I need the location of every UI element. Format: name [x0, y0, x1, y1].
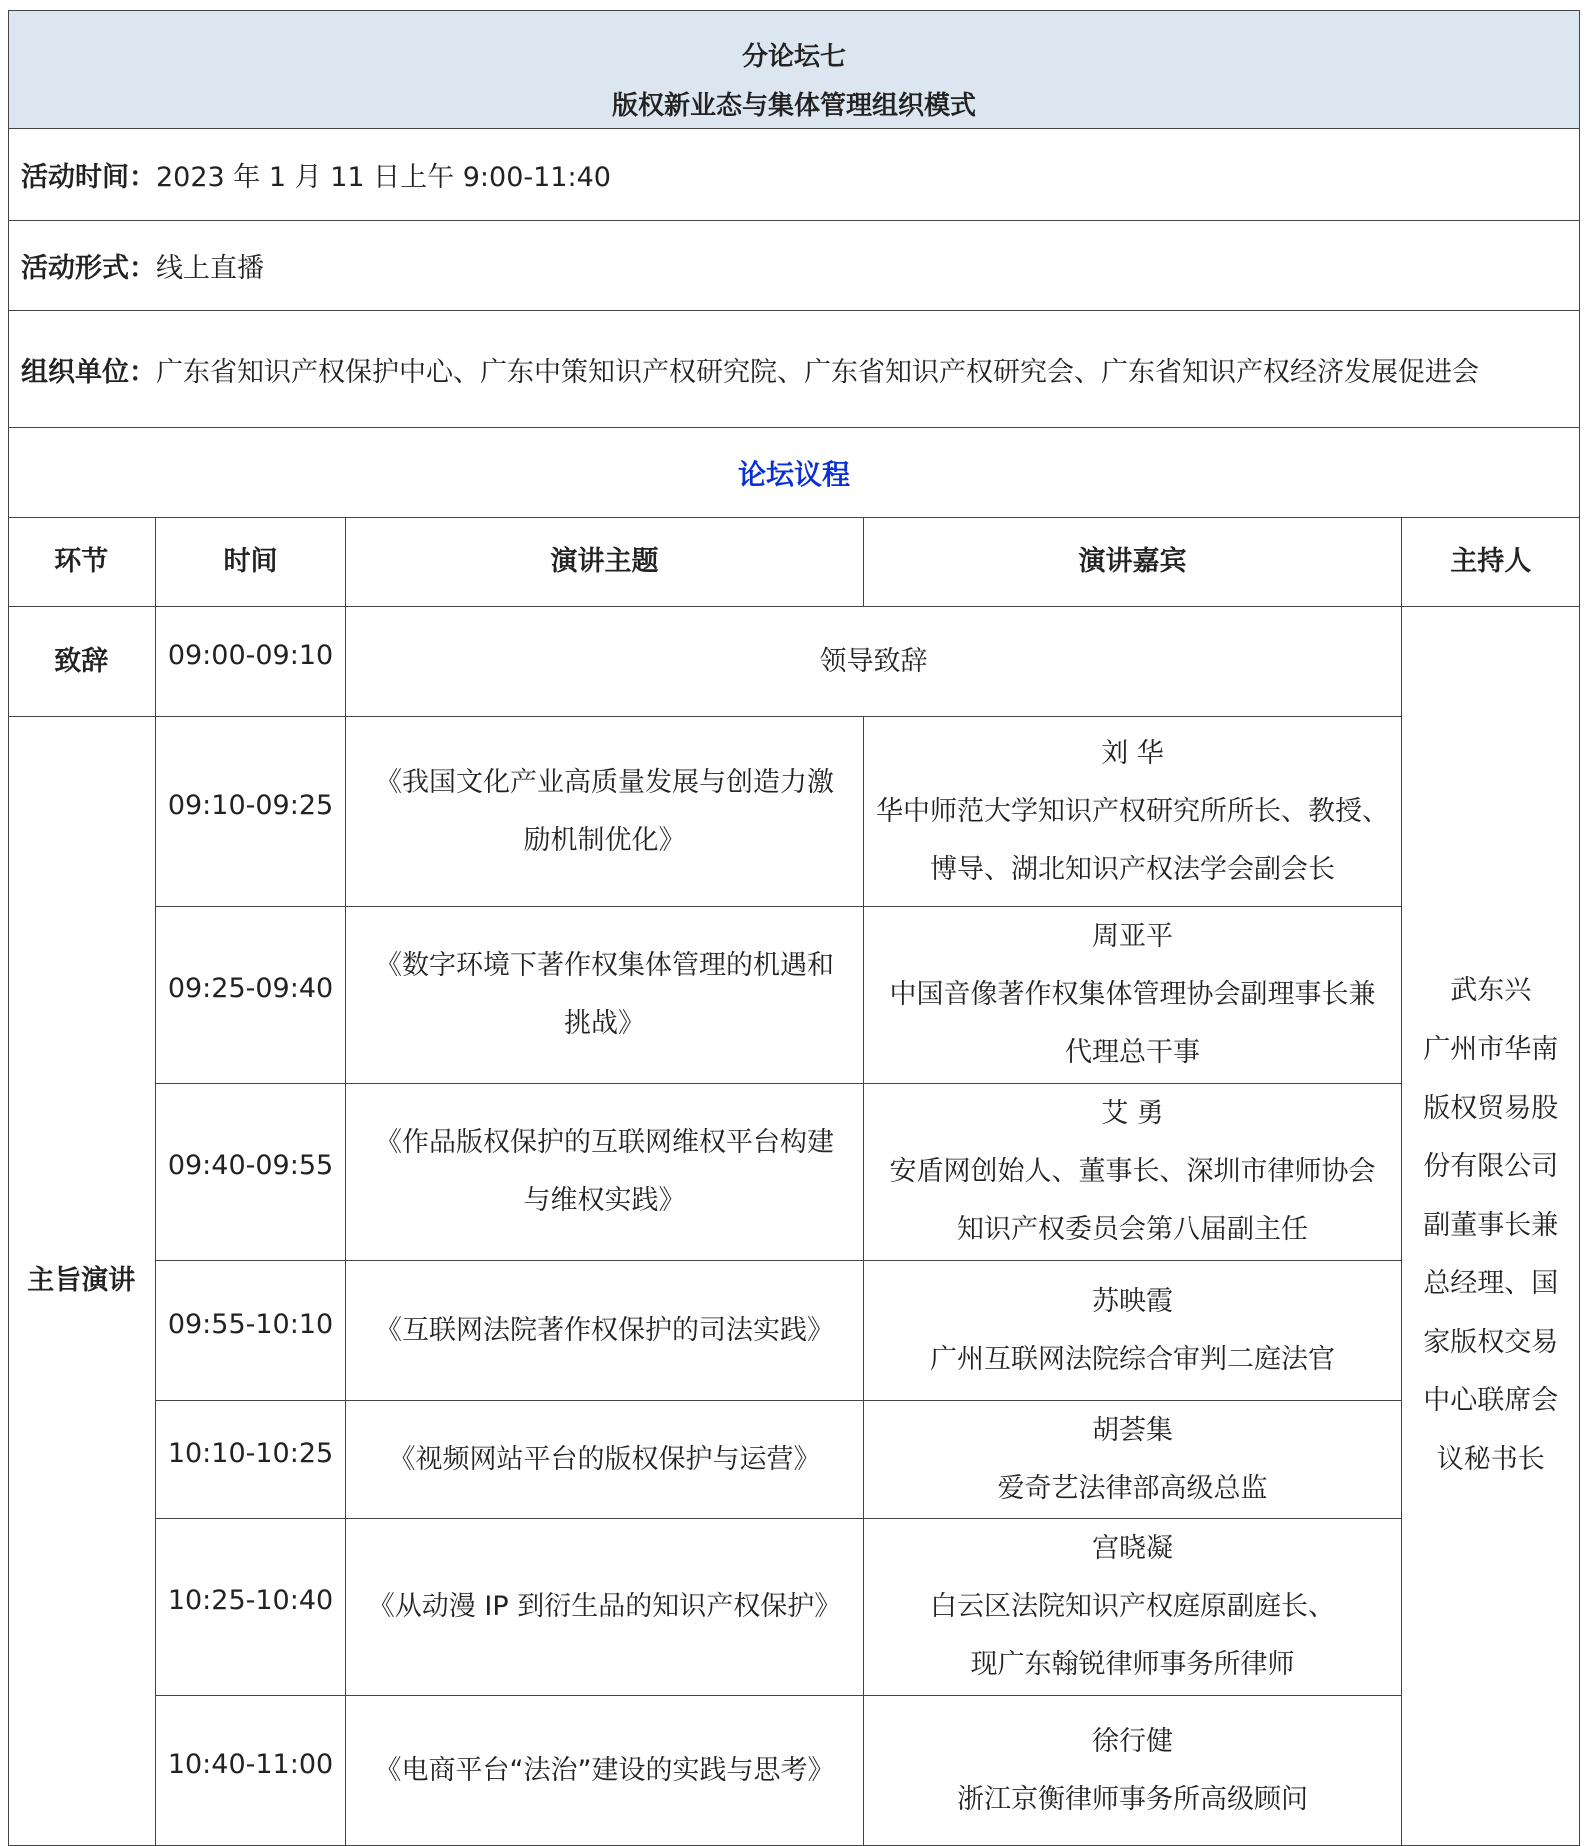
time-cell: 09:00-09:10 — [156, 607, 346, 717]
speaker-name: 周亚平 — [1092, 921, 1173, 952]
host-line: 武东兴 — [1450, 975, 1532, 1007]
topic-line: 《互联网法院著作权保护的司法实践》 — [375, 1314, 834, 1346]
time-cell: 10:25-10:40 — [156, 1519, 346, 1696]
event-time-row — [9, 129, 1579, 221]
host-line: 版权贸易股 — [1423, 1092, 1559, 1124]
host-line: 家版权交易 — [1423, 1326, 1559, 1358]
topic-cell — [346, 1261, 864, 1401]
host-line: 广州市华南 — [1423, 1033, 1559, 1065]
speaker-name: 徐行健 — [1092, 1725, 1173, 1757]
speaker-name: 艾 勇 — [1101, 1098, 1164, 1129]
speaker-cell — [864, 1519, 1402, 1696]
speaker-cell — [864, 1261, 1402, 1401]
host-cell — [1402, 607, 1580, 1846]
forum-number: 分论坛七 — [741, 42, 846, 72]
topic-cell — [346, 717, 864, 907]
speaker-cell — [864, 1401, 1402, 1519]
speaker-name: 刘 华 — [1101, 737, 1164, 769]
section-opening: 致辞 — [8, 607, 156, 717]
speaker-name: 胡荟集 — [1092, 1414, 1173, 1446]
time-cell: 09:55-10:10 — [156, 1261, 346, 1401]
host-line: 中心联席会 — [1423, 1385, 1559, 1417]
forum-document — [8, 10, 1580, 1846]
time-cell: 09:40-09:55 — [156, 1084, 346, 1261]
forum-title: 版权新业态与集体管理组织模式 — [611, 91, 976, 121]
event-format-row — [9, 221, 1579, 311]
event-format-label: 活动形式： — [21, 253, 156, 284]
col-header-topic: 演讲主题 — [346, 518, 864, 607]
speaker-title: 代理总干事 — [1065, 1037, 1200, 1068]
topic-line: 《作品版权保护的互联网维权平台构建 — [375, 1127, 834, 1158]
host-line: 总经理、国 — [1423, 1268, 1559, 1300]
topic-line: 《电商平台“法治”建设的实践与思考》 — [374, 1754, 835, 1786]
time-cell: 10:10-10:25 — [156, 1401, 346, 1519]
speaker-cell — [864, 717, 1402, 907]
organizer-label: 组织单位： — [21, 356, 156, 388]
table-row — [8, 1519, 1580, 1696]
speaker-title: 浙江京衡律师事务所高级顾问 — [957, 1783, 1308, 1815]
table-row — [8, 1696, 1580, 1846]
topic-cell — [346, 1401, 864, 1519]
speaker-title: 现广东翰锐律师事务所律师 — [970, 1649, 1295, 1680]
topic-cell — [346, 907, 864, 1084]
event-format-value: 线上直播 — [156, 253, 264, 284]
speaker-title: 中国音像著作权集体管理协会副理事长兼 — [889, 979, 1376, 1010]
host-line: 议秘书长 — [1436, 1444, 1545, 1476]
host-line: 副董事长兼 — [1423, 1209, 1559, 1241]
topic-line: 与维权实践》 — [523, 1185, 686, 1216]
speaker-title: 安盾网创始人、董事长、深圳市律师协会 — [889, 1156, 1376, 1187]
table-row — [8, 1401, 1580, 1519]
speaker-title: 白云区法院知识产权庭原副庭长、 — [930, 1591, 1335, 1622]
topic-cell — [346, 1084, 864, 1261]
organizer-value: 广东省知识产权保护中心、广东中策知识产权研究院、广东省知识产权研究会、广东省知识产权经济发展促进会 — [156, 356, 1479, 388]
col-header-section: 环节 — [8, 518, 156, 607]
table-row — [8, 1261, 1580, 1401]
topic-line: 《我国文化产业高质量发展与创造力激 — [375, 766, 834, 798]
table-row — [8, 717, 1580, 907]
event-time-label: 活动时间： — [21, 162, 156, 193]
time-cell: 09:10-09:25 — [156, 717, 346, 907]
col-header-time: 时间 — [156, 518, 346, 607]
forum-header — [9, 11, 1579, 129]
speaker-cell — [864, 1084, 1402, 1261]
organizer-row — [9, 311, 1579, 428]
agenda-table — [8, 518, 1580, 1846]
speaker-title: 广州互联网法院综合审判二庭法官 — [930, 1343, 1335, 1375]
speaker-title: 爱奇艺法律部高级总监 — [997, 1472, 1268, 1504]
topic-line: 《从动漫 IP 到衍生品的知识产权保护》 — [367, 1591, 842, 1622]
table-row — [8, 1084, 1580, 1261]
speaker-title: 知识产权委员会第八届副主任 — [957, 1214, 1308, 1245]
speaker-cell — [864, 1696, 1402, 1846]
agenda-title: 论坛议程 — [9, 428, 1579, 518]
time-cell: 09:25-09:40 — [156, 907, 346, 1084]
col-header-host: 主持人 — [1402, 518, 1580, 607]
topic-line: 《视频网站平台的版权保护与运营》 — [388, 1443, 821, 1475]
topic-line: 励机制优化》 — [523, 824, 686, 856]
topic-cell — [346, 1519, 864, 1696]
agenda-header-row — [8, 518, 1580, 607]
section-keynote: 主旨演讲 — [8, 717, 156, 1846]
event-time-value: 2023 年 1 月 11 日上午 9:00-11:40 — [156, 162, 611, 193]
topic-line: 《数字环境下著作权集体管理的机遇和 — [375, 950, 834, 981]
speaker-title: 华中师范大学知识产权研究所所长、教授、 — [876, 795, 1389, 827]
col-header-speaker: 演讲嘉宾 — [864, 518, 1402, 607]
time-cell: 10:40-11:00 — [156, 1696, 346, 1846]
speaker-name: 苏映霞 — [1092, 1285, 1173, 1317]
opening-content: 领导致辞 — [346, 607, 1402, 717]
table-row — [8, 607, 1580, 717]
speaker-cell — [864, 907, 1402, 1084]
speaker-title: 博导、湖北知识产权法学会副会长 — [930, 853, 1335, 885]
topic-cell — [346, 1696, 864, 1846]
host-line: 份有限公司 — [1423, 1151, 1559, 1183]
speaker-name: 宫晓凝 — [1092, 1533, 1173, 1564]
topic-line: 挑战》 — [564, 1008, 645, 1039]
table-row — [8, 907, 1580, 1084]
